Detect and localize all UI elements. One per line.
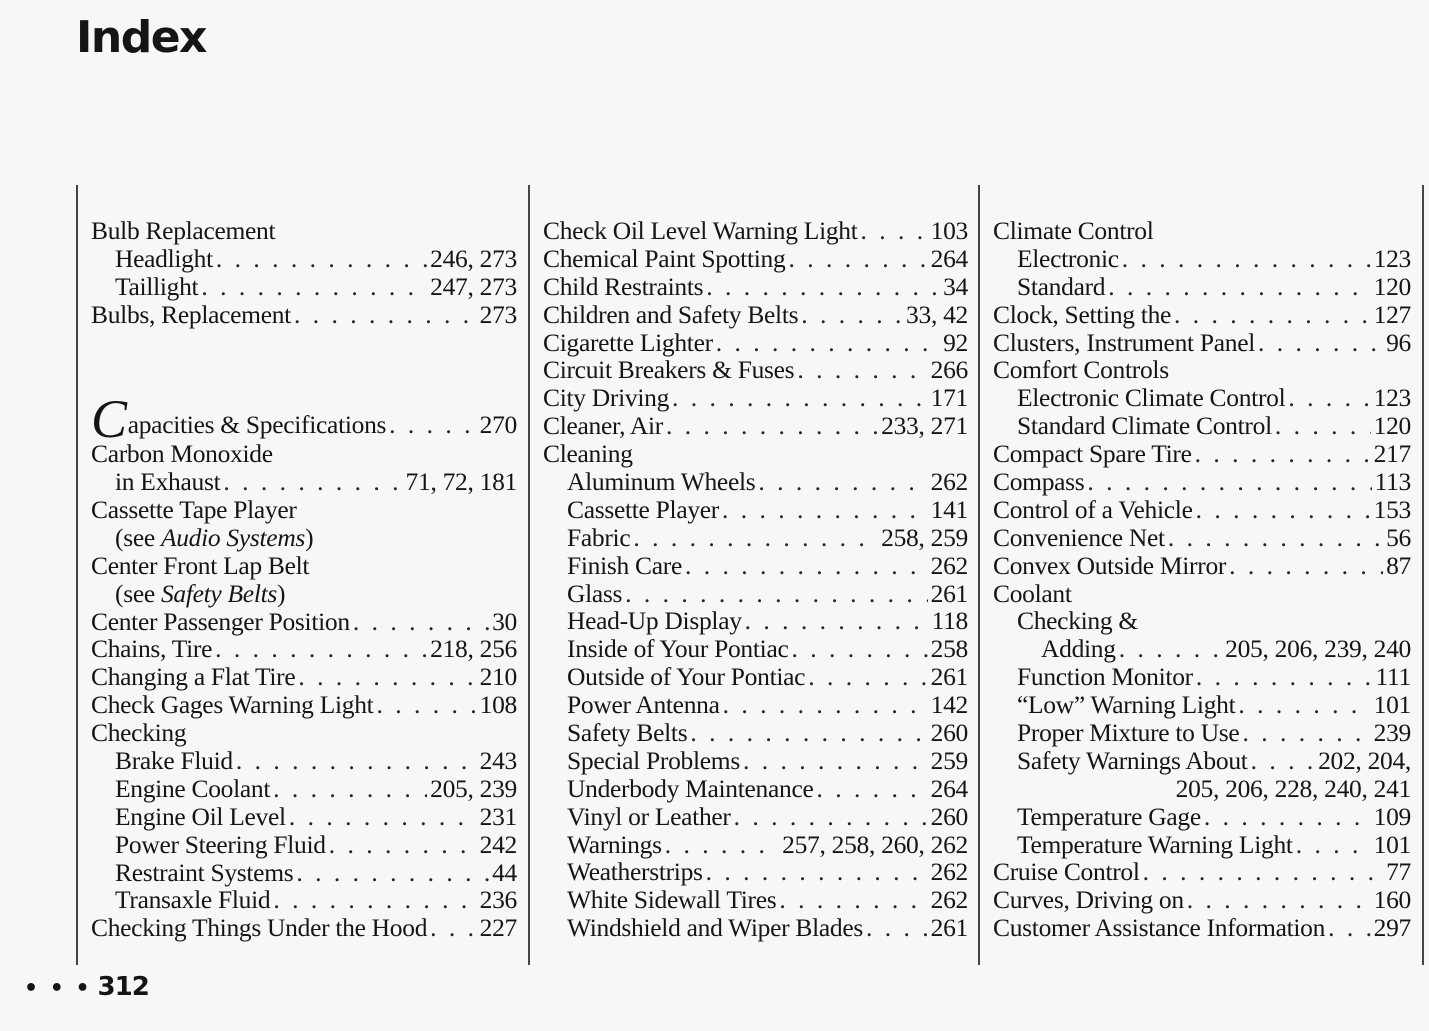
dot-leader [389,410,476,440]
page-references: 260 [930,801,968,831]
dot-leader [1174,301,1371,329]
index-subentry [91,524,517,552]
page-references: 34 [943,271,968,301]
dot-leader [215,635,427,663]
page-references: 259 [930,745,968,775]
index-entry [543,329,968,357]
index-subentry [543,468,968,496]
dot-leader [273,886,476,914]
entry-label: Electronic [1017,243,1119,273]
entry-label: Cassette Player [567,494,719,524]
entry-label: Brake Fluid [115,745,233,775]
page-references: 153 [1373,494,1411,524]
entry-label: Changing a Flat Tire [91,662,296,692]
index-entry [993,301,1411,329]
entry-label: Headlight [115,243,213,273]
dot-leader [1275,412,1371,440]
dot-leader [1328,914,1371,942]
page-references: 44 [492,857,517,887]
index-subentry [993,245,1411,273]
dot-leader [216,245,427,273]
page-references: 258 [930,634,968,664]
page-references: 239 [1373,718,1411,748]
page-references: 101 [1373,829,1411,859]
page-references: 108 [479,690,517,720]
entry-label: Check Oil Level Warning Light [543,216,858,245]
entry-label: Underbody Maintenance [567,773,814,803]
page-references: 261 [930,578,968,608]
index-subentry [91,775,517,803]
index-entry [91,440,517,468]
index-entry [993,524,1411,552]
dot-leader [1238,691,1370,719]
dot-leader [1168,524,1383,552]
column-divider [978,185,980,965]
index-subentry [91,831,517,859]
page-references: 262 [930,550,968,580]
entry-label: Taillight [115,271,199,301]
index-subentry [993,663,1411,691]
page-references: 111 [1375,662,1411,692]
letter-section-gap [91,329,517,385]
index-subentry [91,245,517,273]
dot-leader [1143,858,1383,886]
entry-label: Compact Spare Tire [993,439,1192,469]
page-references: 120 [1373,271,1411,301]
dot-leader [1196,663,1373,691]
dot-leader [779,886,927,914]
index-entry [993,329,1411,357]
index-entry [91,914,517,942]
page-references: 233, 271 [881,411,968,441]
dot-leader [1196,496,1371,524]
page-references: 266 [930,355,968,385]
index-subentry [993,607,1411,635]
entry-text: (see [115,522,161,552]
index-entry [993,858,1411,886]
page-references: 33, 42 [906,299,968,329]
index-entry [91,384,517,450]
entry-label: Restraint Systems [115,857,294,887]
entry-label: Head-Up Display [567,606,742,636]
entry-label: Control of a Vehicle [993,494,1193,524]
dot-leader [745,607,929,635]
entry-label: Children and Safety Belts [543,299,799,329]
entry-label: Inside of Your Pontiac [567,634,789,664]
dot-leader [866,914,928,942]
page-references: 242 [479,829,517,859]
page-references: 246, 273 [430,243,517,273]
dot-leader [1108,273,1370,301]
index-entry [543,356,968,384]
page-references: 103 [930,216,968,245]
page-references: 109 [1373,801,1411,831]
dot-leader [1251,747,1315,775]
index-entry [91,691,517,719]
entry-label: Center Front Lap Belt [91,550,310,580]
index-subentry [993,775,1411,803]
entry-label: Cassette Tape Player [91,494,297,524]
index-subentry [91,803,517,831]
entry-label: Special Problems [567,745,740,775]
dot-leader [1296,831,1371,859]
entry-label: Check Gages Warning Light [91,690,374,720]
entry-label: Curves, Driving on [993,885,1184,915]
page-references: 261 [930,913,968,943]
page-references: 205, 206, 228, 240, 241 [1175,773,1411,803]
entry-label: Proper Mixture to Use [1017,718,1240,748]
index-subentry [993,803,1411,831]
dot-leader [797,356,927,384]
entry-label: City Driving [543,383,670,413]
column-divider [528,185,530,965]
entry-label: Adding [1041,634,1116,664]
index-entry [993,580,1411,608]
index-entry [91,496,517,524]
page-references: 171 [930,383,968,413]
index-subentry [91,580,517,608]
dot-leader [273,775,427,803]
dot-leader [296,859,489,887]
dot-leader [666,412,878,440]
entry-label: Outside of Your Pontiac [567,662,806,692]
index-entry [91,301,517,329]
index-column-3 [993,217,1411,942]
page-references: 261 [930,662,968,692]
entry-label: Safety Warnings About [1017,745,1248,775]
index-entry [91,635,517,663]
index-entry [993,217,1411,245]
entry-label: Chemical Paint Spotting [543,243,786,273]
entry-label: Child Restraints [543,271,704,301]
entry-text: (see [115,578,161,608]
cross-reference: Audio Systems [160,522,306,552]
index-subentry [543,747,968,775]
index-subentry [543,580,968,608]
entry-label: Transaxle Fluid [115,885,271,915]
index-subentry [543,831,968,859]
dot-leader [376,691,476,719]
index-entry [91,719,517,747]
page-references: 247, 273 [430,271,517,301]
dot-leader [1195,440,1371,468]
page-references: 205, 206, 239, 240 [1225,634,1411,664]
index-entry [91,663,517,691]
page-number: 312 [97,972,149,1002]
entry-label: Function Monitor [1017,662,1193,692]
index-entry [993,468,1411,496]
entry-label: Cigarette Lighter [543,327,713,357]
dot-leader [734,803,928,831]
entry-label: Engine Coolant [115,773,271,803]
dot-leader [625,580,927,608]
index-column-2 [543,217,968,942]
page-references: 118 [931,606,968,636]
entry-label: Compass [993,467,1085,497]
entry-label: Center Passenger Position [91,606,350,636]
page-references: 205, 239 [430,773,517,803]
index-subentry [993,691,1411,719]
entry-label: Vinyl or Leather [567,801,731,831]
page-references: 96 [1386,327,1411,357]
index-entry [543,412,968,440]
entry-label: Checking Things Under the Hood [91,913,428,943]
dot-leader [1229,552,1383,580]
page-references: 262 [930,467,968,497]
entry-label: Power Antenna [567,690,720,720]
index-entry [543,384,968,412]
dot-leader [690,719,927,747]
index-subentry [91,468,517,496]
entry-text: apacities & Specifications [127,410,387,440]
page-references: 243 [479,745,517,775]
entry-label: Windshield and Wiper Blades [567,913,864,943]
entry-text: ) [305,522,314,552]
index-subentry [543,496,968,524]
index-entry [91,552,517,580]
page-references: 101 [1373,690,1411,720]
page-references: 260 [930,718,968,748]
entry-label: Coolant [993,578,1072,608]
entry-label: Bulb Replacement [91,216,276,245]
dot-leader [685,552,928,580]
entry-label: Electronic Climate Control [1017,383,1286,413]
dot-leader [633,524,878,552]
index-subentry [543,607,968,635]
dot-leader [791,635,927,663]
dot-leader [294,301,477,329]
entry-label: Carbon Monoxide [91,439,273,469]
dot-leader [298,663,476,691]
page-references: 236 [479,885,517,915]
index-entry [993,440,1411,468]
index-subentry [993,273,1411,301]
entry-label: Circuit Breakers & Fuses [543,355,795,385]
index-subentry [543,858,968,886]
index-subentry [91,747,517,775]
index-entry [91,608,517,636]
index-subentry [993,412,1411,440]
entry-label: Finish Care [567,550,682,580]
page-references: 262 [930,857,968,887]
dot-leader [706,858,928,886]
page-references: 142 [930,690,968,720]
entry-label: Engine Oil Level [115,801,286,831]
index-entry [993,356,1411,384]
index-subentry [543,635,968,663]
index-subentry [543,691,968,719]
page-references: 258, 259 [881,522,968,552]
page-references: 262 [930,885,968,915]
dot-leader [1122,245,1371,273]
entry-label: Checking & [1017,606,1138,636]
page-references: 92 [943,327,968,357]
dot-leader [861,217,928,245]
dot-leader [1119,635,1222,663]
dot-leader [665,831,779,859]
entry-label: Fabric [567,522,631,552]
column-divider [1422,185,1424,965]
dot-leader [716,329,940,357]
dot-leader [430,914,476,942]
page-references: 30 [492,606,517,636]
dot-leader [223,468,402,496]
index-subentry [91,273,517,301]
entry-label: Safety Belts [567,718,688,748]
page-references: 257, 258, 260, 262 [782,829,968,859]
dot-leader [801,301,903,329]
entry-label: “Low” Warning Light [1017,690,1236,720]
entry-label [115,580,285,608]
entry-label: Customer Assistance Information [993,913,1326,943]
dot-leader [1087,468,1371,496]
page-references: 123 [1373,243,1411,273]
entry-text: ) [277,578,286,608]
index-entry [91,217,517,245]
page-references: 56 [1386,522,1411,552]
entry-label: Cleaning [543,439,633,469]
page-references: 87 [1386,550,1411,580]
index-subentry [543,775,968,803]
dot-leader [289,803,477,831]
entry-label: Temperature Gage [1017,801,1201,831]
index-column-1 [91,217,517,942]
dot-leader [722,496,928,524]
page-references: 160 [1373,885,1411,915]
dot-leader [808,663,927,691]
dot-leader [788,245,927,273]
entry-label: Power Steering Fluid [115,829,326,859]
entry-label: Temperature Warning Light [1017,829,1293,859]
index-entry [993,914,1411,942]
entry-label: Convex Outside Mirror [993,550,1227,580]
entry-label: in Exhaust [115,467,221,497]
entry-label: White Sidewall Tires [567,885,777,915]
page-references: 123 [1373,383,1411,413]
page-references: 71, 72, 181 [405,467,517,497]
entry-label [91,389,387,450]
page-references: 210 [479,662,517,692]
entry-label: Chains, Tire [91,634,213,664]
dot-leader [1187,886,1371,914]
dot-leader [329,831,477,859]
index-subentry [543,914,968,942]
page-references: 270 [479,410,517,440]
page-references: 127 [1373,299,1411,329]
index-subentry [543,886,968,914]
entry-label: Standard [1017,271,1106,301]
entry-label: Comfort Controls [993,355,1169,385]
entry-label: Weatherstrips [567,857,703,887]
index-entry [543,301,968,329]
index-subentry [993,831,1411,859]
entry-label: Glass [567,578,623,608]
page-title: Index [76,12,206,63]
index-entry [543,273,968,301]
dot-leader [723,691,928,719]
dot-leader [743,747,928,775]
entry-label: Warnings [567,829,662,859]
footer-marker: • • • [24,976,92,1001]
index-entry [993,496,1411,524]
index-subentry [993,384,1411,412]
index-entry [543,217,968,245]
page-references: 217 [1373,439,1411,469]
column-divider [76,185,78,965]
page-references: 273 [479,299,517,329]
dot-leader [816,775,927,803]
index-entry [993,886,1411,914]
page-references: 231 [479,801,517,831]
index-subentry [543,552,968,580]
index-entry [993,552,1411,580]
page-references: 264 [930,243,968,273]
index-subentry [543,719,968,747]
entry-label [115,524,313,552]
entry-label: Aluminum Wheels [567,467,756,497]
page-references: 202, 204, [1318,745,1411,775]
index-subentry [543,663,968,691]
index-subentry [543,803,968,831]
dot-leader [1242,719,1370,747]
dot-leader [1258,329,1383,357]
dot-leader [201,273,427,301]
page-references: 77 [1386,857,1411,887]
entry-label: Convenience Net [993,522,1165,552]
dot-leader [236,747,477,775]
page-references: 218, 256 [430,634,517,664]
index-subentry [993,747,1411,775]
index-subentry [91,886,517,914]
entry-label: Climate Control [993,216,1154,245]
entry-label: Standard Climate Control [1017,411,1272,441]
dot-leader [758,468,927,496]
index-subentry [543,524,968,552]
dot-leader [1204,803,1371,831]
page-references: 120 [1373,411,1411,441]
index-entry [543,245,968,273]
entry-label: Clusters, Instrument Panel [993,327,1256,357]
dot-leader [353,608,489,636]
cross-reference: Safety Belts [160,578,278,608]
entry-label: Checking [91,718,187,748]
index-subentry [91,859,517,887]
index-entry [543,440,968,468]
dot-leader [672,384,928,412]
page-references: 227 [479,913,517,943]
index-subentry [993,719,1411,747]
page-references: 113 [1374,467,1411,497]
entry-label: Cruise Control [993,857,1140,887]
drop-cap-letter: C [91,389,127,450]
dot-leader [706,273,940,301]
index-subentry [993,635,1411,663]
entry-label: Clock, Setting the [993,299,1172,329]
page-references: 141 [930,494,968,524]
dot-leader [1288,384,1370,412]
page-footer [24,972,149,1002]
entry-label: Bulbs, Replacement [91,299,291,329]
entry-label: Cleaner, Air [543,411,664,441]
page-references: 297 [1373,913,1411,943]
page-references: 264 [930,773,968,803]
